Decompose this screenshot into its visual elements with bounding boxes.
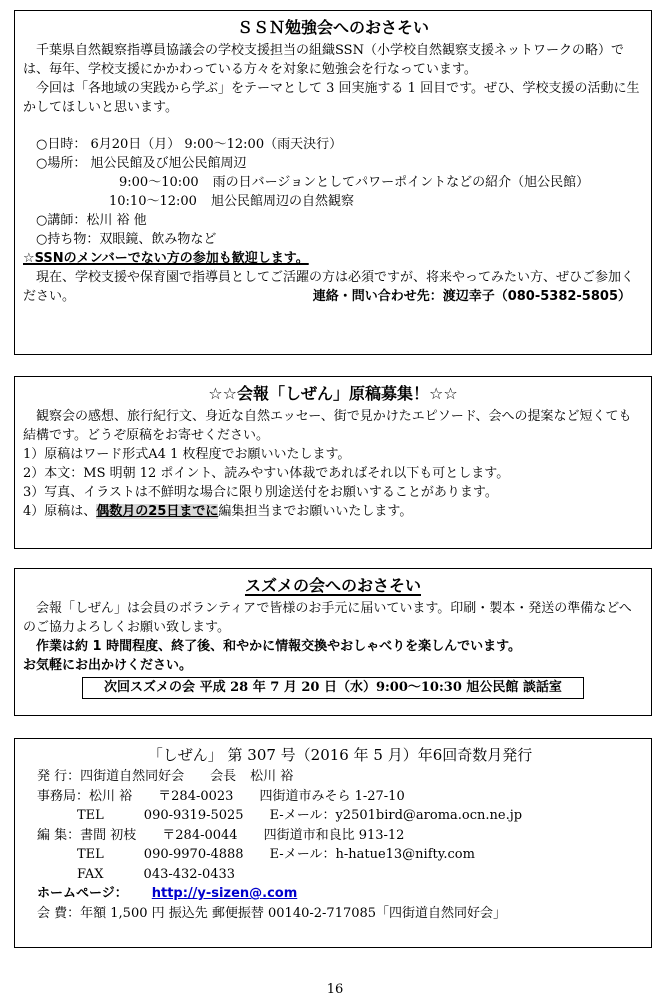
date-label: ○日時： <box>36 137 87 152</box>
editor-label: 編 集： <box>37 827 81 843</box>
ssn-schedule-1 <box>23 173 643 192</box>
editor-zip: 〒284-0044 <box>162 827 238 843</box>
manuscript-intro: 観察会の感想、旅行紀行文、身近な自然エッセー、街で見かけたエピソード、会への提案など短くても結構です。どうぞ原稿をお寄せください。 <box>23 409 632 443</box>
publisher-line <box>37 767 643 787</box>
fax-number: 043-432-0433 <box>143 866 236 882</box>
page-number: 16 <box>326 982 344 997</box>
office-address: 四街道市みそら 1-27-10 <box>259 788 405 804</box>
president-name: 松川 裕 <box>250 769 294 784</box>
ssn-welcome <box>23 249 643 268</box>
publisher-name: 四街道自然同好会 <box>80 769 185 784</box>
homepage-line <box>37 884 643 904</box>
fax-line <box>37 865 643 885</box>
item4-post: 編集担当までお願いいたします。 <box>218 504 413 519</box>
place-label: ○場所： <box>36 156 87 171</box>
suzume-para3: お気軽にお出かけください。 <box>23 658 193 673</box>
office-line <box>37 787 643 807</box>
publisher-label: 発 行： <box>37 769 81 784</box>
publication-section <box>14 738 652 948</box>
ssn-para2: 今回は「各地域の実践から学ぶ」をテーマとして 3 回実施する 1 回目です。ぜひ、学校支援の活動に生かしてほしいと思います。 <box>23 81 640 115</box>
schedule-2-time: 10:10～12:00 <box>109 194 197 209</box>
fee-line: 会 費：年額 1,500 円 振込先 郵便振替 00140-2-717085「四街道自然同好会」 <box>37 905 507 921</box>
president-label: 会長 <box>210 769 237 784</box>
editor-email-label: E-メール： <box>269 847 336 862</box>
manuscript-item-4 <box>23 502 643 521</box>
schedule-1-desc: 雨の日バージョンとしてパワーポイントなどの紹介（旭公民館） <box>212 175 590 190</box>
publication-title: 「しぜん」 第 307 号（2016 年 5 月）年6回奇数月発行 <box>147 746 533 764</box>
ssn-contact: 連絡・問い合わせ先：渡辺幸子（080-5382-5805） <box>312 289 631 304</box>
suzume-para1: 会報「しぜん」は会員のボランティアで皆様のお手元に届いています。印刷・製本・発送の準備などへのご協力よろしくお願い致します。 <box>23 601 632 635</box>
office-email-label: E-メール： <box>269 808 336 823</box>
office-name: 松川 裕 <box>89 788 133 804</box>
date-value: 6月20日（月） 9:00～12:00（雨天決行） <box>90 137 343 152</box>
editor-tel: 090-9970-4888 <box>143 847 244 862</box>
office-tel: 090-9319-5025 <box>143 808 244 823</box>
suzume-next-meeting: 次回スズメの会 平成 28 年 7 月 20 日（水）9:00～10:30 旭公民館 談話室 <box>82 677 584 699</box>
spacer <box>23 117 643 135</box>
welcome-text: ☆SSNのメンバーでない方の参加も歓迎します。 <box>23 251 309 266</box>
schedule-2-desc: 旭公民館周辺の自然観察 <box>210 194 354 209</box>
manuscript-section <box>14 376 652 549</box>
ssn-title: ＳＳＮ勉強会へのおさそい <box>236 18 429 37</box>
editor-name: 書間 初枝 <box>80 827 137 843</box>
suzume-section <box>14 568 652 716</box>
office-tel-label: TEL <box>77 808 104 823</box>
editor-email: h-hatue13@nifty.com <box>335 847 475 862</box>
editor-contact-line <box>37 845 643 865</box>
homepage-label: ホームページ： <box>37 886 128 901</box>
place-value: 旭公民館及び旭公民館周辺 <box>90 156 247 171</box>
manuscript-item-1: 1）原稿はワード形式A4 1 枚程度でお願いいたします。 <box>23 447 351 462</box>
ssn-date <box>23 135 643 154</box>
editor-line <box>37 826 643 846</box>
suzume-para2: 作業は約 1 時間程度、終了後、和やかに情報交換やおしゃべりを楽しんでいます。 <box>36 639 522 654</box>
ssn-lecturer: ○講師：松川 裕 他 <box>36 213 147 228</box>
manuscript-title: ☆☆会報「しぜん」原稿募集！☆☆ <box>208 384 458 403</box>
ssn-section <box>14 10 652 355</box>
ssn-para3: 現在、学校支援や保育園で指導員としてご活躍の方は必須ですが、将来やってみたい方、ぜひご参加ください。 <box>23 270 635 304</box>
homepage-link[interactable]: http://y-sizen@.com <box>151 886 298 901</box>
fax-label: FAX <box>77 866 104 882</box>
schedule-1-time: 9:00～10:00 <box>119 175 199 190</box>
office-zip: 〒284-0023 <box>158 788 234 804</box>
suzume-title <box>23 573 643 599</box>
manuscript-item-3: 3）写真、イラストは不鮮明な場合に限り別途送付をお願いすることがあります。 <box>23 485 498 500</box>
ssn-schedule-2 <box>23 192 643 211</box>
editor-tel-label: TEL <box>77 847 104 862</box>
deadline-highlight: 偶数月の25日までに <box>96 504 219 519</box>
item4-pre: 4）原稿は、 <box>23 504 97 519</box>
ssn-bring: ○持ち物：双眼鏡、飲み物など <box>36 232 217 247</box>
office-label: 事務局： <box>37 788 90 804</box>
ssn-para1: 千葉県自然観察指導員協議会の学校支援担当の組織SSN（小学校自然観察支援ネットワークの略）では、毎年、学校支援にかかわっている方々を対象に勉強会を行なっています。 <box>23 43 624 77</box>
manuscript-item-2: 2）本文：MS 明朝 12 ポイント、読みやすい体裁であればそれ以下も可とします。 <box>23 466 510 481</box>
editor-address: 四街道市和良比 913-12 <box>263 827 405 843</box>
ssn-place <box>23 154 643 173</box>
office-email: y2501bird@aroma.ocn.ne.jp <box>335 808 523 823</box>
office-contact-line <box>37 806 643 826</box>
suzume-title-text: スズメの会へのおさそい <box>244 576 421 595</box>
